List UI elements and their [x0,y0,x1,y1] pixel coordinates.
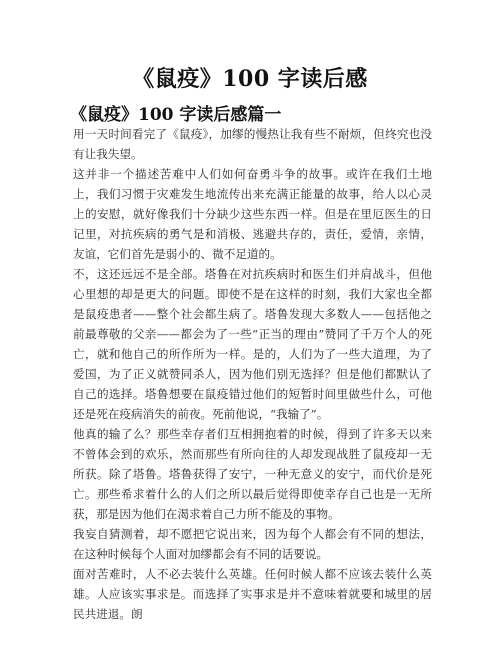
paragraph: 面对苦难时，人不必去装什么英雄。任何时候人都不应该去装什么英雄。人应该实事求是。而选择了实事求是并不意味着就要和城里的居民共进退。朗 [73,567,432,621]
section-heading: 《鼠疫》100 字读后感篇一 [70,105,282,125]
document-title: 《鼠疫》100 字读后感 [132,66,368,92]
document-body [73,124,432,624]
paragraph: 我妄自猜测着，却不愿把它说出来，因为每个人都会有不同的想法，在这种时候每个人面对加缪都会有不同的话要说。 [73,527,432,561]
paragraph: 他真的输了么？那些幸存者们互相拥抱着的时候，得到了许多天以来不曾体会到的欢乐，然而那些有所向往的人却发现战胜了鼠疫却一无所获。除了塔鲁。塔鲁获得了安宁，一种无意义的安宁，而代价是死亡。那些希求着什么的人们之所以最后觉得即使幸存自己也是一无所获，那是因为他们在渴求着自己力所不能及的事物。 [73,427,432,521]
paragraph: 用一天时间看完了《鼠疫》，加缪的慢热让我有些不耐烦，但终究也没有让我失望。 [73,127,432,161]
paragraph: 不，这还远远不是全部。塔鲁在对抗疾病时和医生们并肩战斗，但他心里想的却是更大的问题。即使不是在这样的时刻，我们大家也全都是鼠疫患者——整个社会都生病了。塔鲁发现大多数人——包括他之前最尊敬的父亲——都会为了一些“正当的理由”赞同了千万个人的死亡，就和他自己的所作所为一样。是的，人们为了一些大道理，为了爱国，为了正义就赞同杀人，因为他们别无选择？但是他们都默认了自己的选择。塔鲁想要在鼠疫错过他们的短暂时间里做些什么，可他还是死在疫病消失的前夜。死前他说，“我输了”。 [73,267,432,421]
paragraph: 这并非一个描述苦难中人们如何奋勇斗争的故事。或许在我们土地上，我们习惯于灾难发生地流传出来充满正能量的故事，给人以心灵上的安慰，就好像我们十分缺少这些东西一样。但是在里厄医生的日记里，对抗疾病的勇气是和消极、逃避共存的，责任，爱情，亲情，友谊，它们首先是弱小的、微不足道的。 [73,167,432,261]
